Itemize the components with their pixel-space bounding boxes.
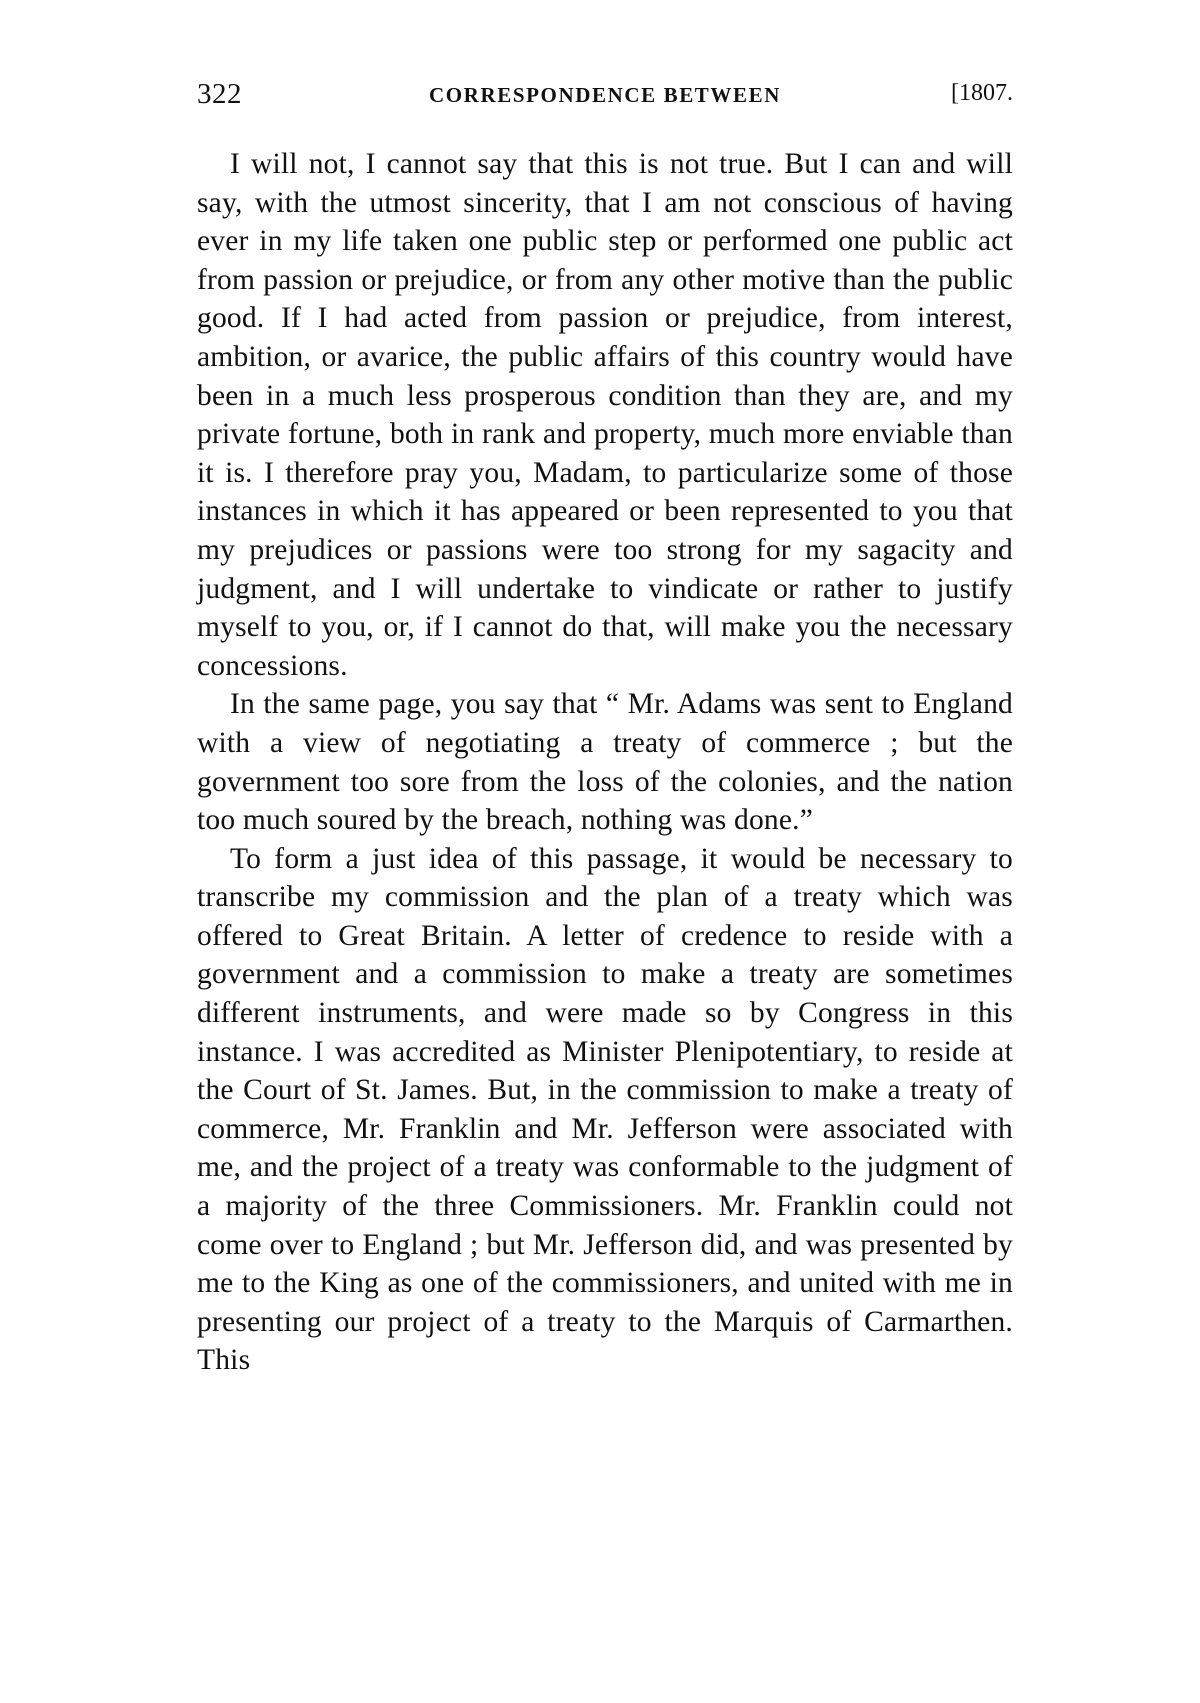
page-number: 322	[197, 78, 242, 110]
running-year: [1807.	[951, 80, 1013, 106]
running-title: CORRESPONDENCE BETWEEN	[428, 83, 781, 107]
running-head	[197, 78, 1013, 114]
paragraph: I will not, I cannot say that this is not true. But I can and will say, with the utmost sincerity, that I am not conscious of having ever in my life taken one public step or performed one public act from passion or prejudice, or from any other motive than the public good. If I had acted from passion or prejudice, from interest, ambition, or avarice, the public affairs of this country would have been in a much less prosperous condition than they are, and my private fortune, both in rank and property, much more enviable than it is. I therefore pray you, Madam, to particularize some of those instances in which it has appeared or been represented to you that my prejudices or passions were too strong for my sagacity and judgment, and I will undertake to vindicate or rather to justify myself to you, or, if I cannot do that, will make you the necessary concessions.	[197, 148, 1013, 682]
body-text	[197, 145, 1013, 1380]
paragraph: To form a just idea of this passage, it would be necessary to transcribe my commission and the plan of a treaty which was offered to Great Britain. A letter of credence to reside with a government and a commission to make a treaty are sometimes different instruments, and were made so by Congress in this instance. I was accredited as Minister Plenipotentiary, to reside at the Court of St. James. But, in the commission to make a treaty of commerce, Mr. Franklin and Mr. Jefferson were associated with me, and the project of a treaty was conformable to the judgment of a majority of the three Commissioners. Mr. Franklin could not come over to England ; but Mr. Jefferson did, and was presented by me to the King as one of the commissioners, and united with me in presenting our project of a treaty to the Marquis of Carmarthen. This	[197, 842, 1013, 1377]
paragraph: In the same page, you say that “ Mr. Adams was sent to England with a view of negotiating a treaty of commerce ; but the government too sore from the loss of the colonies, and the nation too much soured by the breach, nothing was done.”	[197, 688, 1013, 837]
